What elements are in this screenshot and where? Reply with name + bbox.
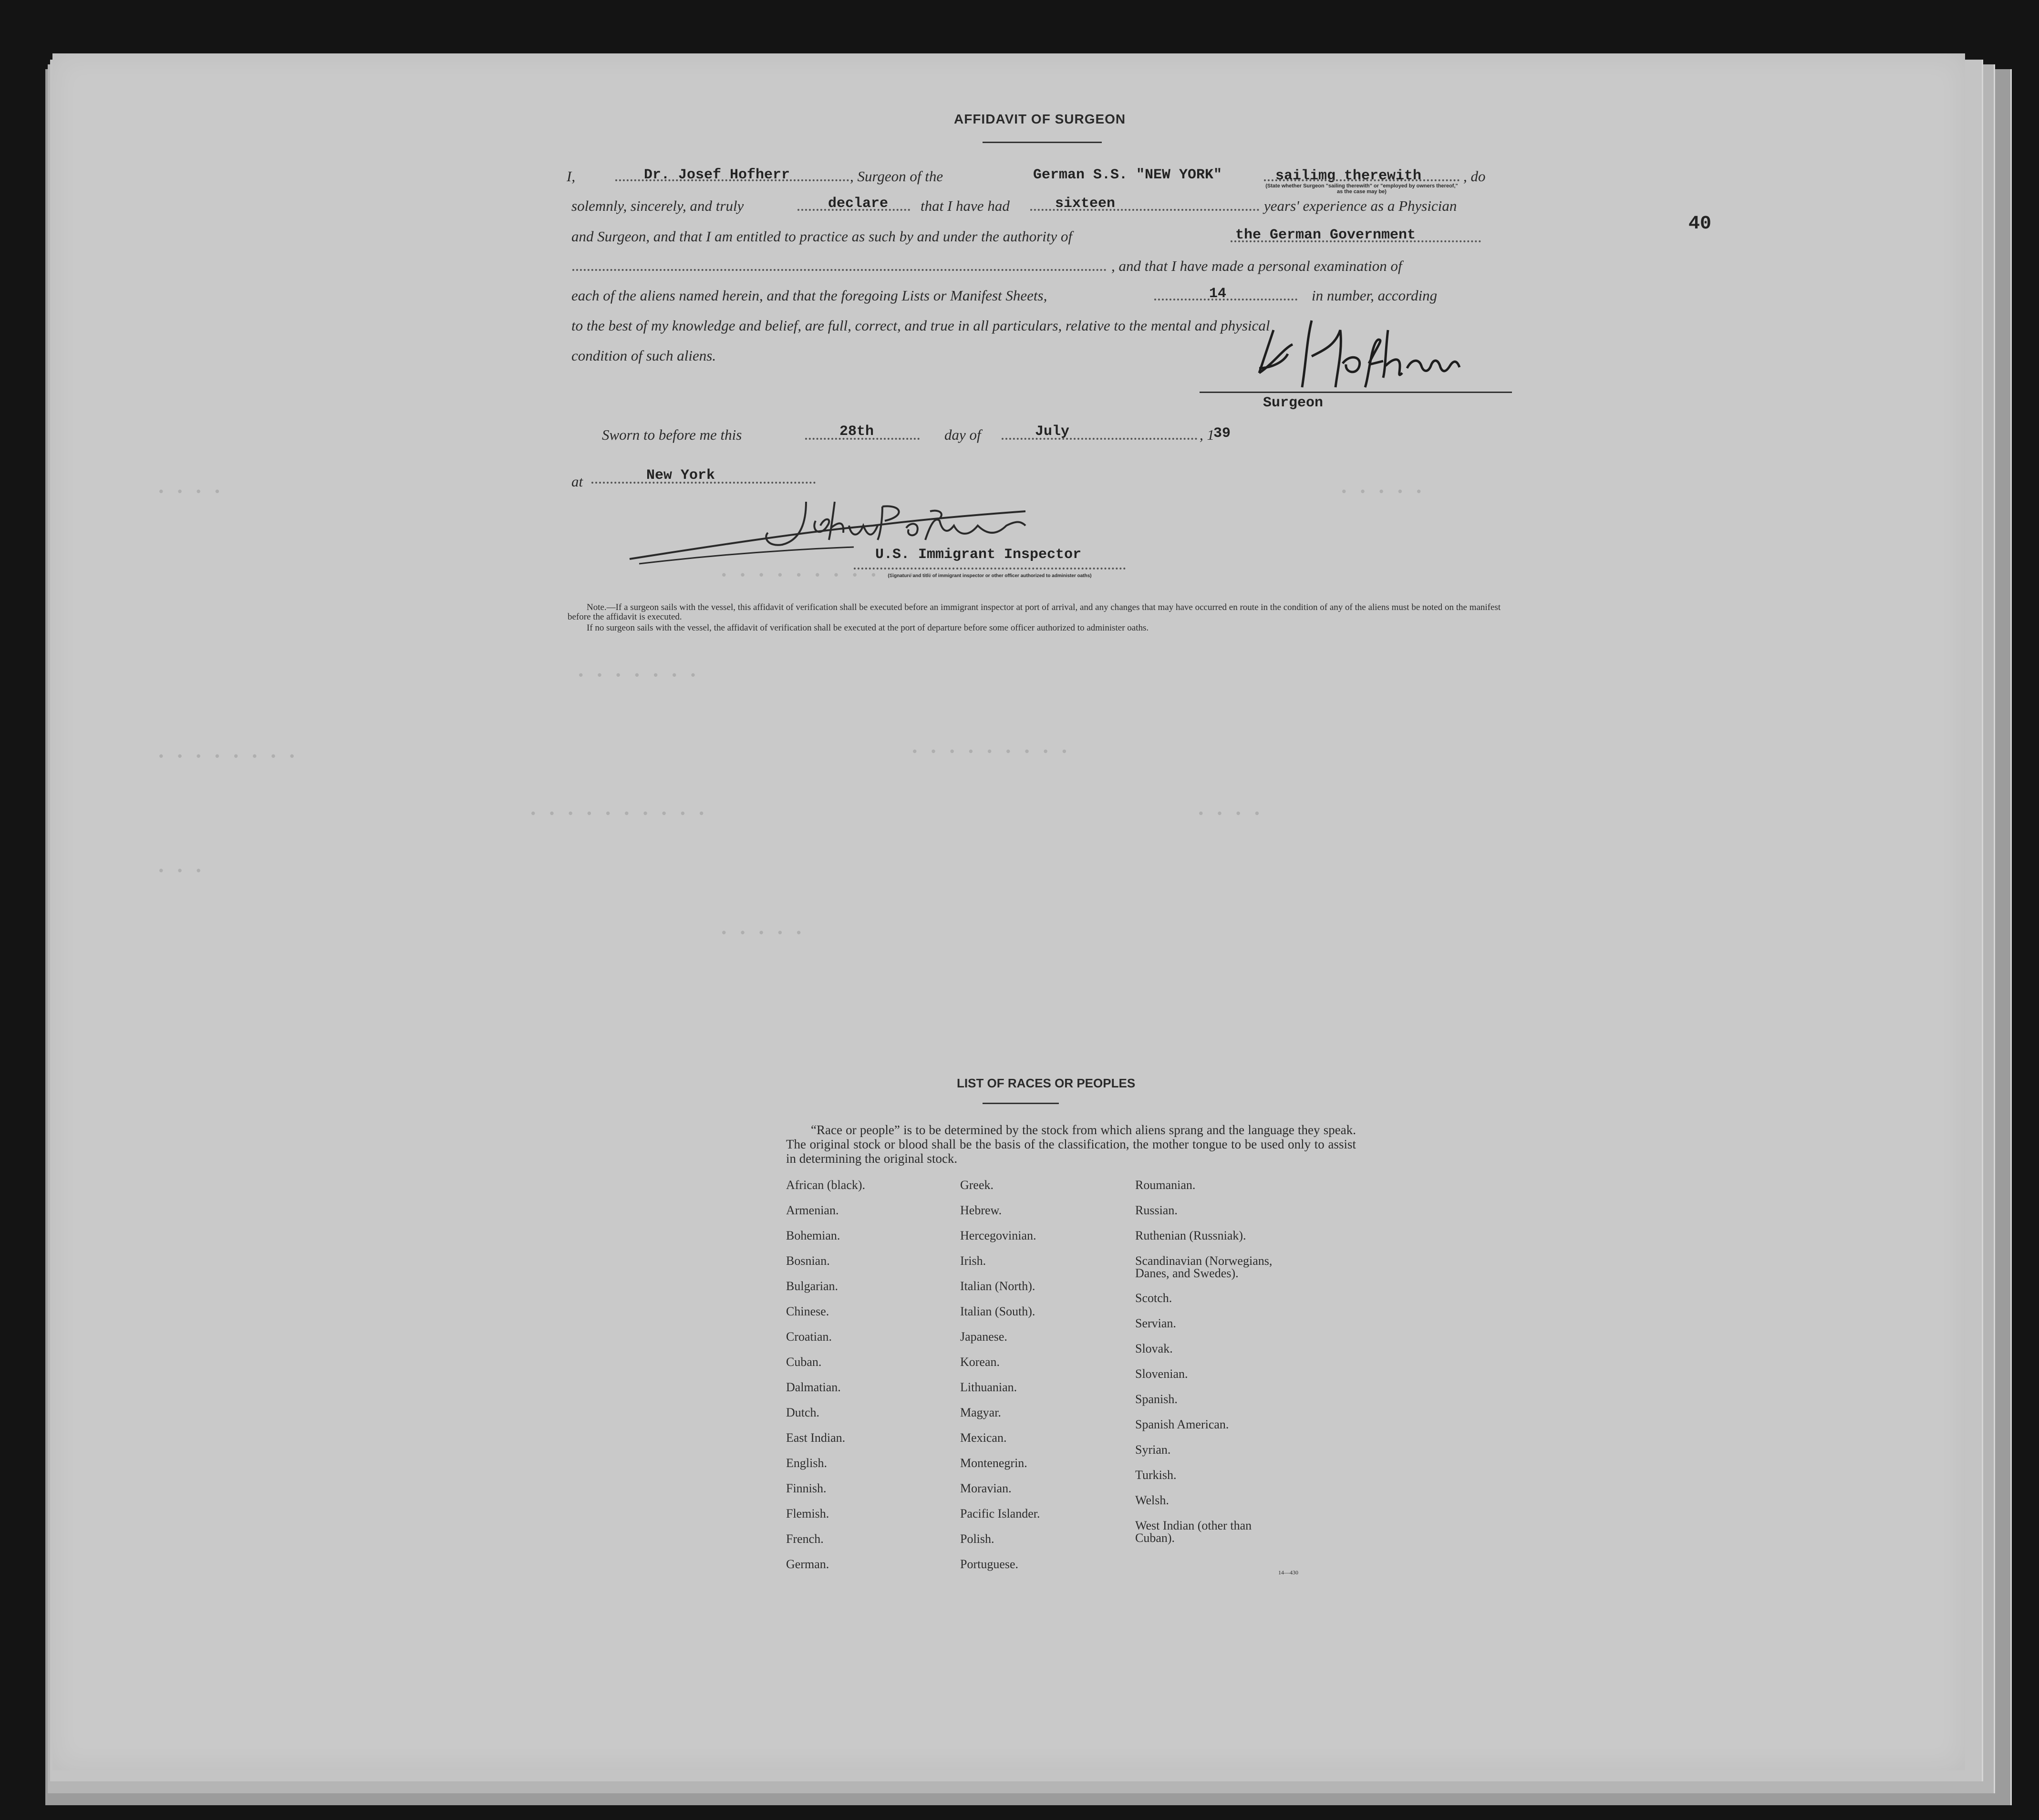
bleed-through: • • • • • [1340,485,1425,499]
race-item: Greek. [960,1178,994,1192]
title-rule [983,142,1102,143]
race-item: Servian. [1135,1316,1176,1330]
bleed-through: • • • • • • • • • • • • [720,569,935,583]
races-title-rule [983,1103,1059,1104]
affidavit-title: AFFIDAVIT OF SURGEON [954,112,1126,126]
race-item: Croatian. [786,1330,832,1344]
bleed-through: • • • • [1197,807,1263,821]
race-item: Dutch. [786,1406,820,1419]
sworn-year-prefix: , 1 [1200,426,1214,443]
bleed-through: • • • • • • • • • • [529,807,707,821]
bleed-through: • • • • • • • • • [911,745,1070,759]
sailing-note: (State whether Surgeon "sailing therewith" or "employed by owners thereof," as the case may be) [1265,183,1458,195]
years-experience: sixteen [1055,196,1116,212]
page-number: 40 [1688,213,1712,235]
surgeon-name: Dr. Josef Hofherr [644,167,790,183]
race-item: Flemish. [786,1507,829,1520]
race-item: Irish. [960,1254,986,1268]
race-item: Syrian. [1135,1443,1171,1457]
text-in-number: in number, according [1312,287,1438,304]
declaration: declare [828,196,889,212]
race-item: Slovak. [1135,1342,1173,1355]
affidavit-note [568,603,1502,622]
sworn-month: July [1035,424,1070,440]
race-item: Korean. [960,1355,1000,1369]
race-item: Finnish. [786,1481,827,1495]
bleed-through: • • • [157,864,205,879]
race-item: Chinese. [786,1304,829,1318]
inspector-label: U.S. Immigrant Inspector [875,547,1082,563]
text-condition: condition of such aliens. [571,347,716,364]
authority-continuation-line [572,269,1107,271]
race-item: Roumanian. [1135,1178,1196,1192]
race-item: Turkish. [1135,1468,1177,1482]
day-of-text: day of [944,426,981,443]
race-item: Pacific Islander. [960,1507,1040,1520]
sheet-count: 14 [1209,286,1227,302]
race-item: Bulgarian. [786,1279,838,1293]
location-line [591,482,816,484]
sailing-status-line [1264,179,1459,181]
race-item: Spanish American. [1135,1417,1229,1431]
bleed-through: • • • • [157,485,223,499]
note-1: Note.—If a surgeon sails with the vessel, this affidavit of verification shall be executed before an immigrant inspector at port of arrival, and any changes that may have occurred en route in the condition of any of the aliens must be noted on the manifest before the affidavit is executed. [568,602,1501,622]
text-and-surgeon: and Surgeon, and that I am entitled to practice as such by and under the authority of [571,228,1073,245]
text-years-experience: years' experience as a Physician [1264,197,1457,214]
race-item: French. [786,1532,824,1546]
race-item: Hebrew. [960,1203,1002,1217]
bleed-through: • • • • • [720,926,805,941]
race-item: Moravian. [960,1481,1012,1495]
at-text: at [571,473,583,490]
race-item: Lithuanian. [960,1380,1017,1394]
race-item: German. [786,1557,829,1571]
sworn-year: 39 [1213,425,1231,442]
race-item: West Indian (other than Cuban). [1135,1519,1252,1545]
race-item: Cuban. [786,1355,822,1369]
race-item: Welsh. [1135,1493,1169,1507]
sworn-day: 28th [839,424,874,440]
sworn-day-line [805,438,920,440]
race-item: Dalmatian. [786,1380,841,1394]
text-surgeon-of-the: , Surgeon of the [850,168,943,185]
race-item: Hercegovinian. [960,1229,1036,1242]
race-item: Italian (South). [960,1304,1035,1318]
race-item: Scotch. [1135,1291,1172,1305]
races-column-1 [786,1179,865,1583]
race-item: English. [786,1456,827,1470]
race-item: Armenian. [786,1203,839,1217]
inspector-caption: (Signature and title of immigrant inspector or other officer authorized to administer oaths) [888,573,1092,579]
surgeon-signature-line [1200,392,1512,393]
race-item: Portuguese. [960,1557,1019,1571]
sailing-status: sailimg therewith [1275,168,1422,184]
location: New York [646,467,715,484]
race-item: Magyar. [960,1406,1001,1419]
years-line [1030,209,1259,211]
race-item: Mexican. [960,1431,1007,1445]
text-personal-exam: , and that I have made a personal examination of [1111,258,1402,274]
surgeon-label: Surgeon [1263,395,1324,411]
form-number: 14—430 [1278,1569,1298,1576]
race-item: Bohemian. [786,1229,840,1242]
affidavit-note-2: If no surgeon sails with the vessel, the affidavit of verification shall be executed at the port of departure before some officer authorized to administer oaths. [587,623,1149,633]
surgeon-signature [1240,311,1536,392]
inspector-signature [625,492,1149,578]
race-item: Montenegrin. [960,1456,1027,1470]
text-that-i-have-had: that I have had [921,197,1010,214]
races-intro: “Race or people” is to be determined by the stock from which aliens sprang and the language they speak. The original stock or blood shall be the basis of the classification, the mother tongue to be used only to assist in determining the original stock. [786,1123,1356,1166]
authority: the German Government [1235,227,1416,243]
text-do: , do [1463,168,1486,185]
race-item: African (black). [786,1178,866,1192]
race-item: Italian (North). [960,1279,1035,1293]
race-item: Russian. [1135,1203,1178,1217]
races-title: LIST OF RACES OR PEOPLES [957,1076,1136,1090]
race-item: Spanish. [1135,1392,1178,1406]
surgeon-name-line [615,179,849,181]
bleed-through: • • • • • • • • [157,750,298,764]
race-item: Slovenian. [1135,1367,1188,1381]
text-solemnly: solemnly, sincerely, and truly [571,197,744,214]
document-page [52,53,1965,1770]
races-column-3 [1135,1179,1307,1545]
text-i: I, [567,168,576,185]
race-item: Japanese. [960,1330,1007,1344]
sheet-count-line [1154,299,1297,300]
sworn-text: Sworn to before me this [602,426,742,443]
text-each-of-aliens: each of the aliens named herein, and that the foregoing Lists or Manifest Sheets, [571,287,1047,304]
race-item: Bosnian. [786,1254,830,1268]
race-item: Ruthenian (Russniak). [1135,1229,1246,1242]
declaration-line [797,209,910,211]
text-best-knowledge: to the best of my knowledge and belief, are full, correct, and true in all particulars, relative to the mental and physical [571,317,1270,334]
sworn-month-line [1002,438,1197,440]
authority-line [1231,240,1481,242]
race-item: Polish. [960,1532,994,1546]
race-item: East Indian. [786,1431,846,1445]
ship-name: German S.S. "NEW YORK" [1033,167,1222,183]
bleed-through: • • • • • • • [577,669,699,683]
race-item: Scandinavian (Norwegians, Danes, and Swedes). [1135,1254,1273,1280]
races-column-2 [960,1179,1040,1583]
